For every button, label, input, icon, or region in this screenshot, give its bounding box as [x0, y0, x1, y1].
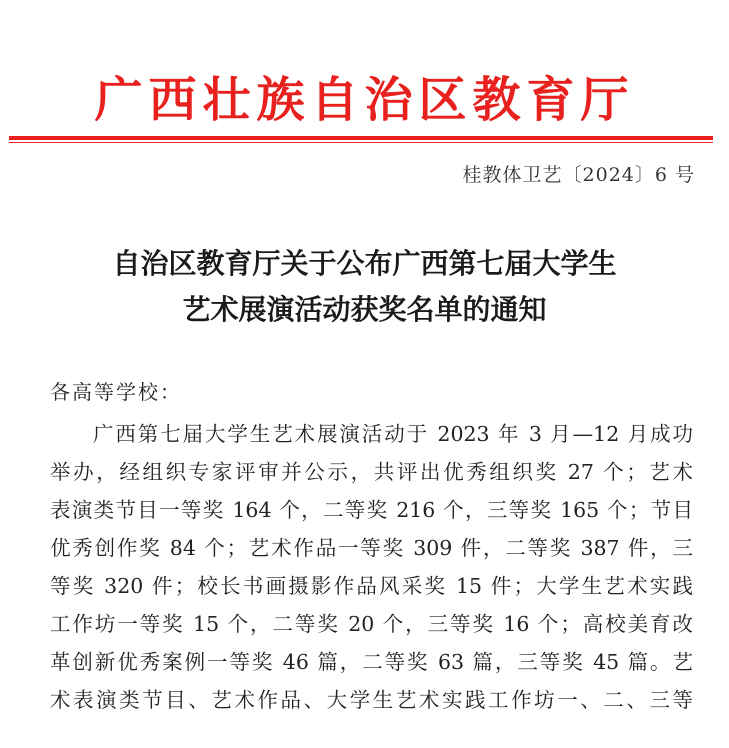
notice-title-line-1: 自治区教育厅关于公布广西第七届大学生 — [112, 247, 617, 280]
body-line: 举办，经组织专家评审并公示，共评出优秀组织奖 27 个；艺术 — [50, 460, 693, 484]
salutation: 各高等学校： — [50, 380, 182, 404]
document-number: 桂教体卫艺〔2024〕6 号 — [462, 164, 695, 186]
body-line: 工作坊一等奖 15 个，二等奖 20 个，三等奖 16 个；高校美育改 — [50, 612, 693, 636]
body-line: 等奖 320 件；校长书画摄影作品风采奖 15 件；大学生艺术实践 — [50, 574, 693, 598]
red-header-rule — [9, 136, 713, 140]
red-header-rule-thin — [9, 142, 713, 143]
body-line: 优秀创作奖 84 个；艺术作品一等奖 309 件，二等奖 387 件，三 — [50, 536, 693, 560]
body-line: 表演类节目一等奖 164 个，二等奖 216 个，三等奖 165 个；节目 — [50, 498, 693, 522]
agency-title: 广西壮族自治区教育厅 — [94, 72, 635, 128]
body-line: 广西第七届大学生艺术展演活动于 2023 年 3 月—12 月成功 — [93, 422, 693, 446]
notice-title-line-2: 艺术展演活动获奖名单的通知 — [182, 293, 547, 326]
body-line: 革创新优秀案例一等奖 46 篇，二等奖 63 篇，三等奖 45 篇。艺 — [50, 650, 693, 674]
body-line: 术表演类节目、艺术作品、大学生艺术实践工作坊一、二、三等 — [50, 688, 693, 712]
